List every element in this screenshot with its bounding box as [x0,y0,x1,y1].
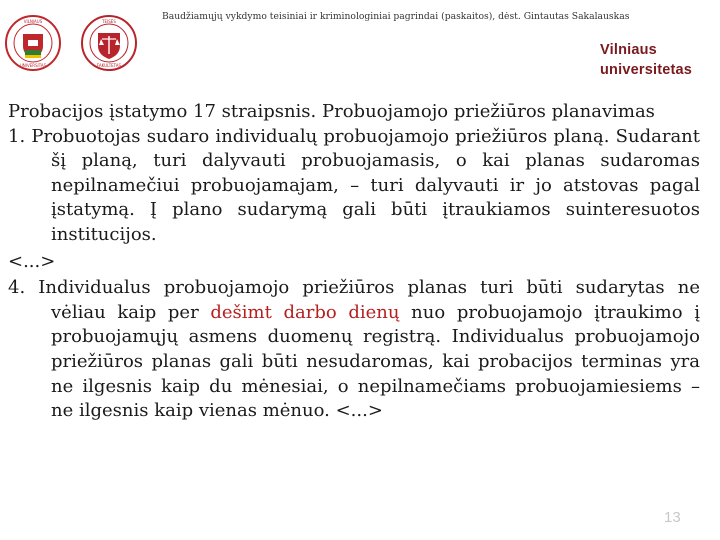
page-number: 13 [664,509,681,526]
paragraph-1: 1. Probuotojas sudaro individualų probuojamojo priežiūros planą. Sudarant šį planą, turi dalyvauti probuojamasis, o kai planas sudaromas nepilnamečiui probuojamajam, – turi dalyvauti ir jo atstovas pagal įstatymą. Į plano sudarymą gali būti įtraukiamos suinteresuotos institucijos. [8,125,700,245]
wordmark-line-2: universitetas [600,62,693,78]
paragraph-4-end: nuo probuojamojo įtraukimo į probuojamųjų asmens duomenų registrą. Individualus probuojamojo priežiūros planas gali būti nesudaromas, kai probacijos terminas yra ne ilgesnis kaip du mėnesiai, o nepilnamečiams probuojamiesiems – ne ilgesnis kaip vienas mėnuo. <...> [51,301,700,422]
slide-title: Probacijos įstatymo 17 straipsnis. Probuojamojo priežiūros planavimas [8,101,655,122]
vilnius-university-seal-logo [4,10,62,76]
wordmark-line-1: Vilniaus [600,42,657,58]
slide-body [8,100,700,424]
paragraph-4-start: 4. Individualus probuojamojo priežiūros planas turi būti sudarytas ne vėliau kaip per [8,277,700,323]
paragraph-4 [8,276,700,424]
course-header: Baudžiamųjų vykdymo teisiniai ir kriminologiniai pagrindai (paskaitos), dėst. Gintautas Sakalauskas [162,11,630,22]
svg-text:FAKULTETAS: FAKULTETAS [96,63,122,68]
omission-marker: <...> [8,250,56,272]
svg-text:UNIVERSITAS: UNIVERSITAS [19,63,47,68]
svg-text:VILNIAUS: VILNIAUS [23,19,43,24]
law-faculty-seal-logo [80,10,138,76]
deadline-highlight: dešimt darbo dienų [210,301,400,323]
svg-text:TEISĖS: TEISĖS [102,19,116,24]
university-wordmark [600,40,692,80]
